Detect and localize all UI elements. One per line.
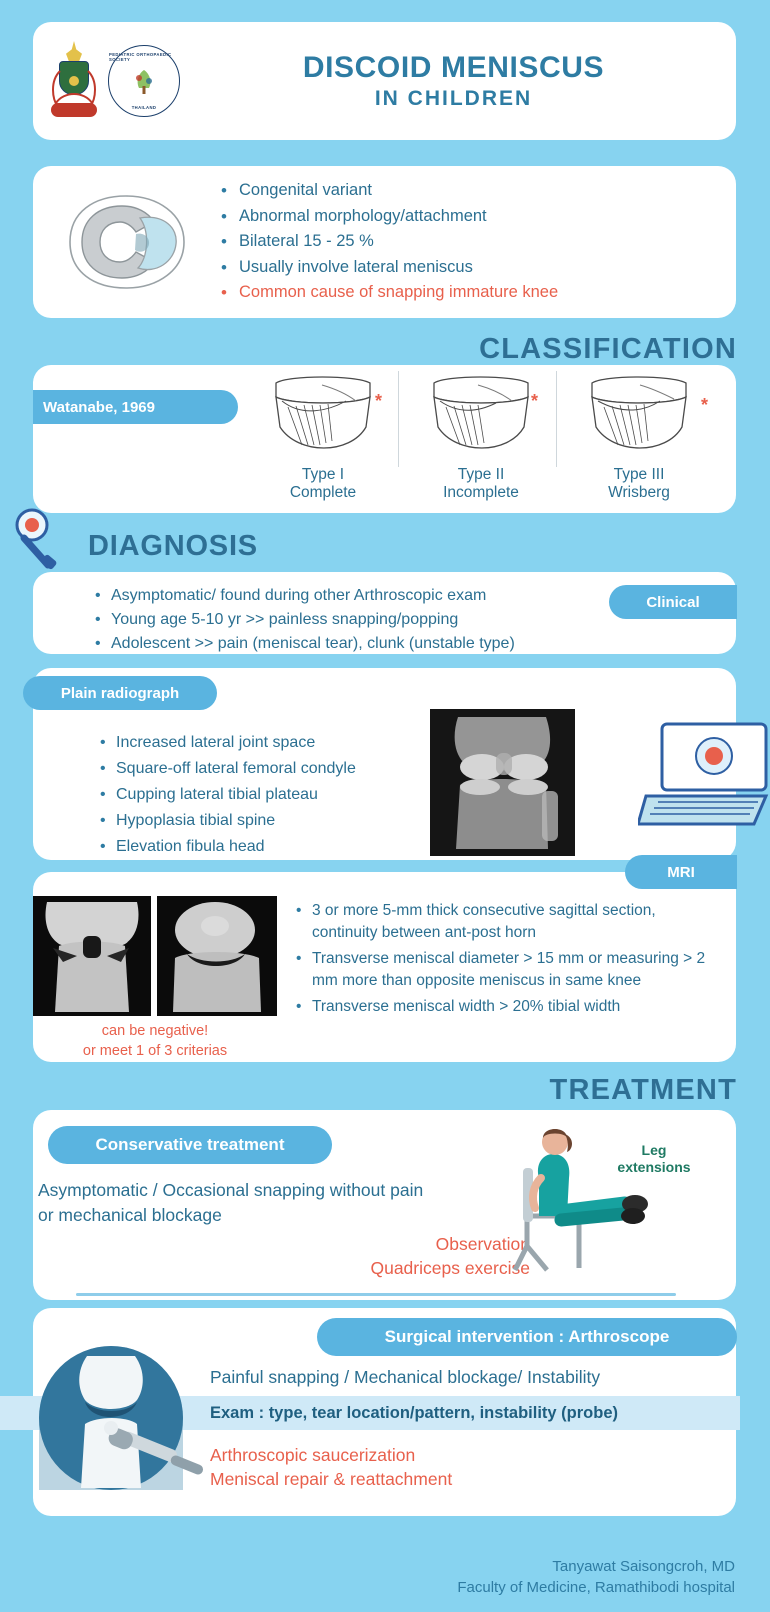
surgical-procedures — [210, 1443, 680, 1491]
surgical-intervention-badge: Surgical intervention : Arthroscope — [317, 1318, 737, 1356]
knee-type1-icon — [248, 371, 398, 466]
list-item: • Adolescent >> pain (meniscal tear), clunk (unstable type) — [95, 632, 586, 656]
procedure-repair: Meniscal repair & reattachment — [210, 1469, 453, 1490]
watanabe-badge: Watanabe, 1969 — [33, 390, 238, 424]
footer-credit — [457, 1556, 735, 1598]
intro-card — [33, 166, 736, 318]
pediatric-orthopaedic-society-logo — [108, 45, 180, 117]
section-title-treatment: TREATMENT — [549, 1074, 737, 1106]
asterisk-marker: * — [700, 395, 708, 415]
asterisk-marker: * — [374, 391, 382, 411]
footer-line2: Faculty of Medicine, Ramathibodi hospital — [457, 1579, 735, 1596]
clinical-badge: Clinical — [609, 585, 737, 619]
conservative-treatment-recommendations — [300, 1232, 530, 1280]
list-item: • Hypoplasia tibial spine — [100, 808, 356, 834]
asterisk-marker: * — [530, 391, 538, 411]
mri-badge: MRI — [625, 855, 737, 889]
list-item: • Transverse meniscal diameter > 15 mm or measuring > 2 mm more than opposite meniscus in same knee — [296, 948, 712, 992]
intro-bullet-list — [221, 178, 568, 306]
type-label-line1: Type II — [457, 466, 505, 483]
discoid-meniscus-diagram-icon — [33, 188, 221, 296]
knee-type3-icon — [564, 371, 714, 466]
section-title-diagnosis: DIAGNOSIS — [88, 530, 258, 562]
plain-radiograph-badge: Plain radiograph — [23, 676, 217, 710]
list-item: • 3 or more 5-mm thick consecutive sagittal section, continuity between ant-post horn — [296, 900, 712, 944]
tree-icon — [131, 66, 157, 96]
recommendation-quadriceps: Quadriceps exercise — [370, 1258, 530, 1279]
list-item: • Common cause of snapping immature knee — [221, 280, 558, 306]
list-item: • Asymptomatic/ found during other Arthroscopic exam — [95, 584, 586, 608]
knee-arthroscopy-illustration-icon — [33, 1330, 213, 1510]
leg-extensions-label-line2: extensions — [617, 1158, 691, 1175]
divider — [398, 371, 399, 467]
royal-thai-emblem-icon — [46, 41, 102, 121]
type-label-line1: Type III — [613, 466, 665, 483]
leg-extension-exercise-icon — [505, 1120, 695, 1285]
type-label-line2: Incomplete — [443, 484, 519, 502]
knee-type2-icon — [406, 371, 556, 466]
footer-line1: Tanyawat Saisongcroh, MD — [552, 1558, 735, 1575]
section-title-classification: CLASSIFICATION — [479, 333, 737, 365]
mri-sagittal-knee-image — [157, 896, 277, 1016]
list-item: • Transverse meniscal width > 20% tibial width — [296, 996, 712, 1018]
list-item: • Elevation fibula head — [100, 834, 356, 860]
magnifier-icon — [8, 505, 70, 573]
surgical-indications: Painful snapping / Mechanical blockage/ Instability — [210, 1367, 601, 1387]
classification-type-2 — [406, 371, 556, 503]
type-label-line2: Wrisberg — [608, 484, 670, 502]
recommendation-observation: Observation — [435, 1234, 530, 1254]
divider — [76, 1293, 676, 1296]
surgical-exam-band: Exam : type, tear location/pattern, instability (probe) — [0, 1396, 740, 1430]
type-label-line2: Complete — [289, 484, 357, 502]
conservative-treatment-text: Asymptomatic / Occasional snapping without pain or mechanical blockage — [38, 1180, 424, 1225]
mri-caption-line1: can be negative! — [101, 1023, 209, 1039]
mri-caption — [33, 1022, 277, 1061]
logo-bottom-text: THAILAND — [131, 105, 157, 110]
radiograph-bullet-list — [100, 730, 356, 860]
list-item: • Young age 5-10 yr >> painless snapping/popping — [95, 608, 586, 632]
conservative-treatment-badge: Conservative treatment — [48, 1126, 332, 1164]
list-item: • Cupping lateral tibial plateau — [100, 782, 356, 808]
list-item: • Increased lateral joint space — [100, 730, 356, 756]
list-item: • Abnormal morphology/attachment — [221, 204, 558, 230]
divider — [556, 371, 557, 467]
classification-type-3 — [564, 371, 714, 503]
mri-coronal-knee-image — [33, 896, 151, 1016]
header-card — [33, 22, 736, 140]
laptop-mri-viewer-icon — [638, 716, 770, 832]
list-item: • Usually involve lateral meniscus — [221, 255, 558, 281]
page-subtitle: IN CHILDREN — [374, 87, 533, 110]
classification-type-1 — [248, 371, 398, 503]
logo-group — [33, 41, 193, 121]
knee-ap-radiograph-image — [430, 709, 575, 856]
mri-caption-line2: or meet 1 of 3 criterias — [82, 1042, 228, 1059]
list-item: • Bilateral 15 - 25 % — [221, 229, 558, 255]
header-titles — [193, 51, 736, 111]
page-title: DISCOID MENISCUS — [302, 51, 605, 84]
type-label-line1: Type I — [301, 466, 345, 483]
logo-top-text: PEDIATRIC ORTHOPAEDIC SOCIETY — [109, 52, 172, 62]
mri-bullet-list — [296, 900, 712, 1022]
leg-extensions-label-line1: Leg — [641, 1142, 667, 1158]
list-item: • Square-off lateral femoral condyle — [100, 756, 356, 782]
procedure-saucerization: Arthroscopic saucerization — [210, 1445, 416, 1465]
list-item: • Congenital variant — [221, 178, 558, 204]
